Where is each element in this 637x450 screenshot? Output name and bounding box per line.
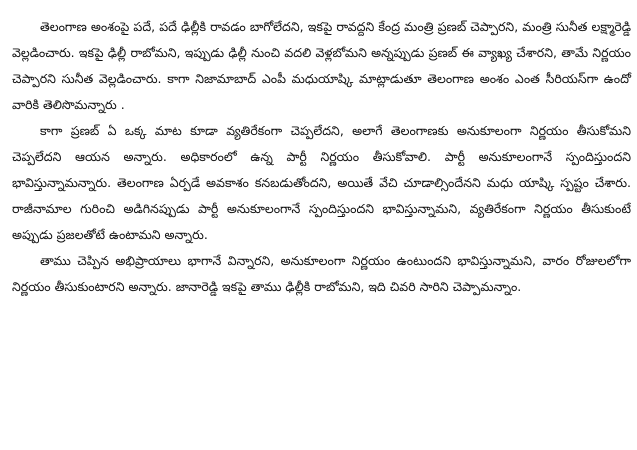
- article-paragraph-3: తాము చెప్పిన అభిప్రాయాలు భాగానే విన్నారని, అనుకూలంగా నిర్ణయం ఉంటుందని భావిస్తున్నామని, వారం రోజులలోగా నిర్ణయం తీసుకుంటారని అన్నారు. జానారెడ్డి ఇకపై తాము ఢిల్లీకి రాబోమని, ఇది చివరి సారిని చెప్పామన్నాం.: [12, 253, 631, 294]
- article-paragraph-2: కాగా ప్రణబ్ ఏ ఒక్క మాట కూడా వ్యతిరేకంగా చెప్పలేదని, అలాగే తెలంగాణకు అనుకూలంగా నిర్ణయం తీసుకోమని చెప్పలేదని ఆయన అన్నారు. అధికారంలో ఉన్న పార్టీ నిర్ణయం తీసుకోవాలి. పార్టీ అనుకూలంగానే స్పందిస్తుందని భావిస్తున్నామన్నారు. తెలంగాణ ఏర్పడే అవకాశం కనబడుతోందని, అయితే వేచి చూడాల్సిందేనని మధు యాష్కి స్పష్టం చేశారు. రాజీనామాల గురించి అడిగినప్పుడు పార్టీ అనుకూలంగానే స్పందిస్తుందని భావిస్తున్నామని, వ్యతిరేకంగా నిర్ణయం తీసుకుంటే అప్పుడు ప్రజలతోటే ఉంటామని అన్నారు.: [12, 123, 631, 242]
- article-paragraph-1: తెలంగాణ అంశంపై పదే, పదే ఢిల్లీకి రావడం బాగోలేదని, ఇకపై రావద్దని కేంద్ర మంత్రి ప్రణబ్ చెప్పారని, మంత్రి సునీత లక్ష్మారెడ్డి వెల్లడించారు. ఇకపై ఢిల్లీ రాబోమని, ఇప్పుడు ఢిల్లీ నుంచి వదలి వెళ్లబోమని అన్నప్పుడు ప్రణబ్ ఈ వ్యాఖ్య చేశారని, తామే నిర్ణయం చెప్పారని సునీత వెల్లడించారు. కాగా నిజామాబాద్ ఎంపీ మధుయాష్కి మాట్లాడుతూ తెలంగాణ అంశం ఎంత సీరియస్‌గా ఉందో వారికి తెలిసొమన్నారు .: [12, 19, 631, 112]
